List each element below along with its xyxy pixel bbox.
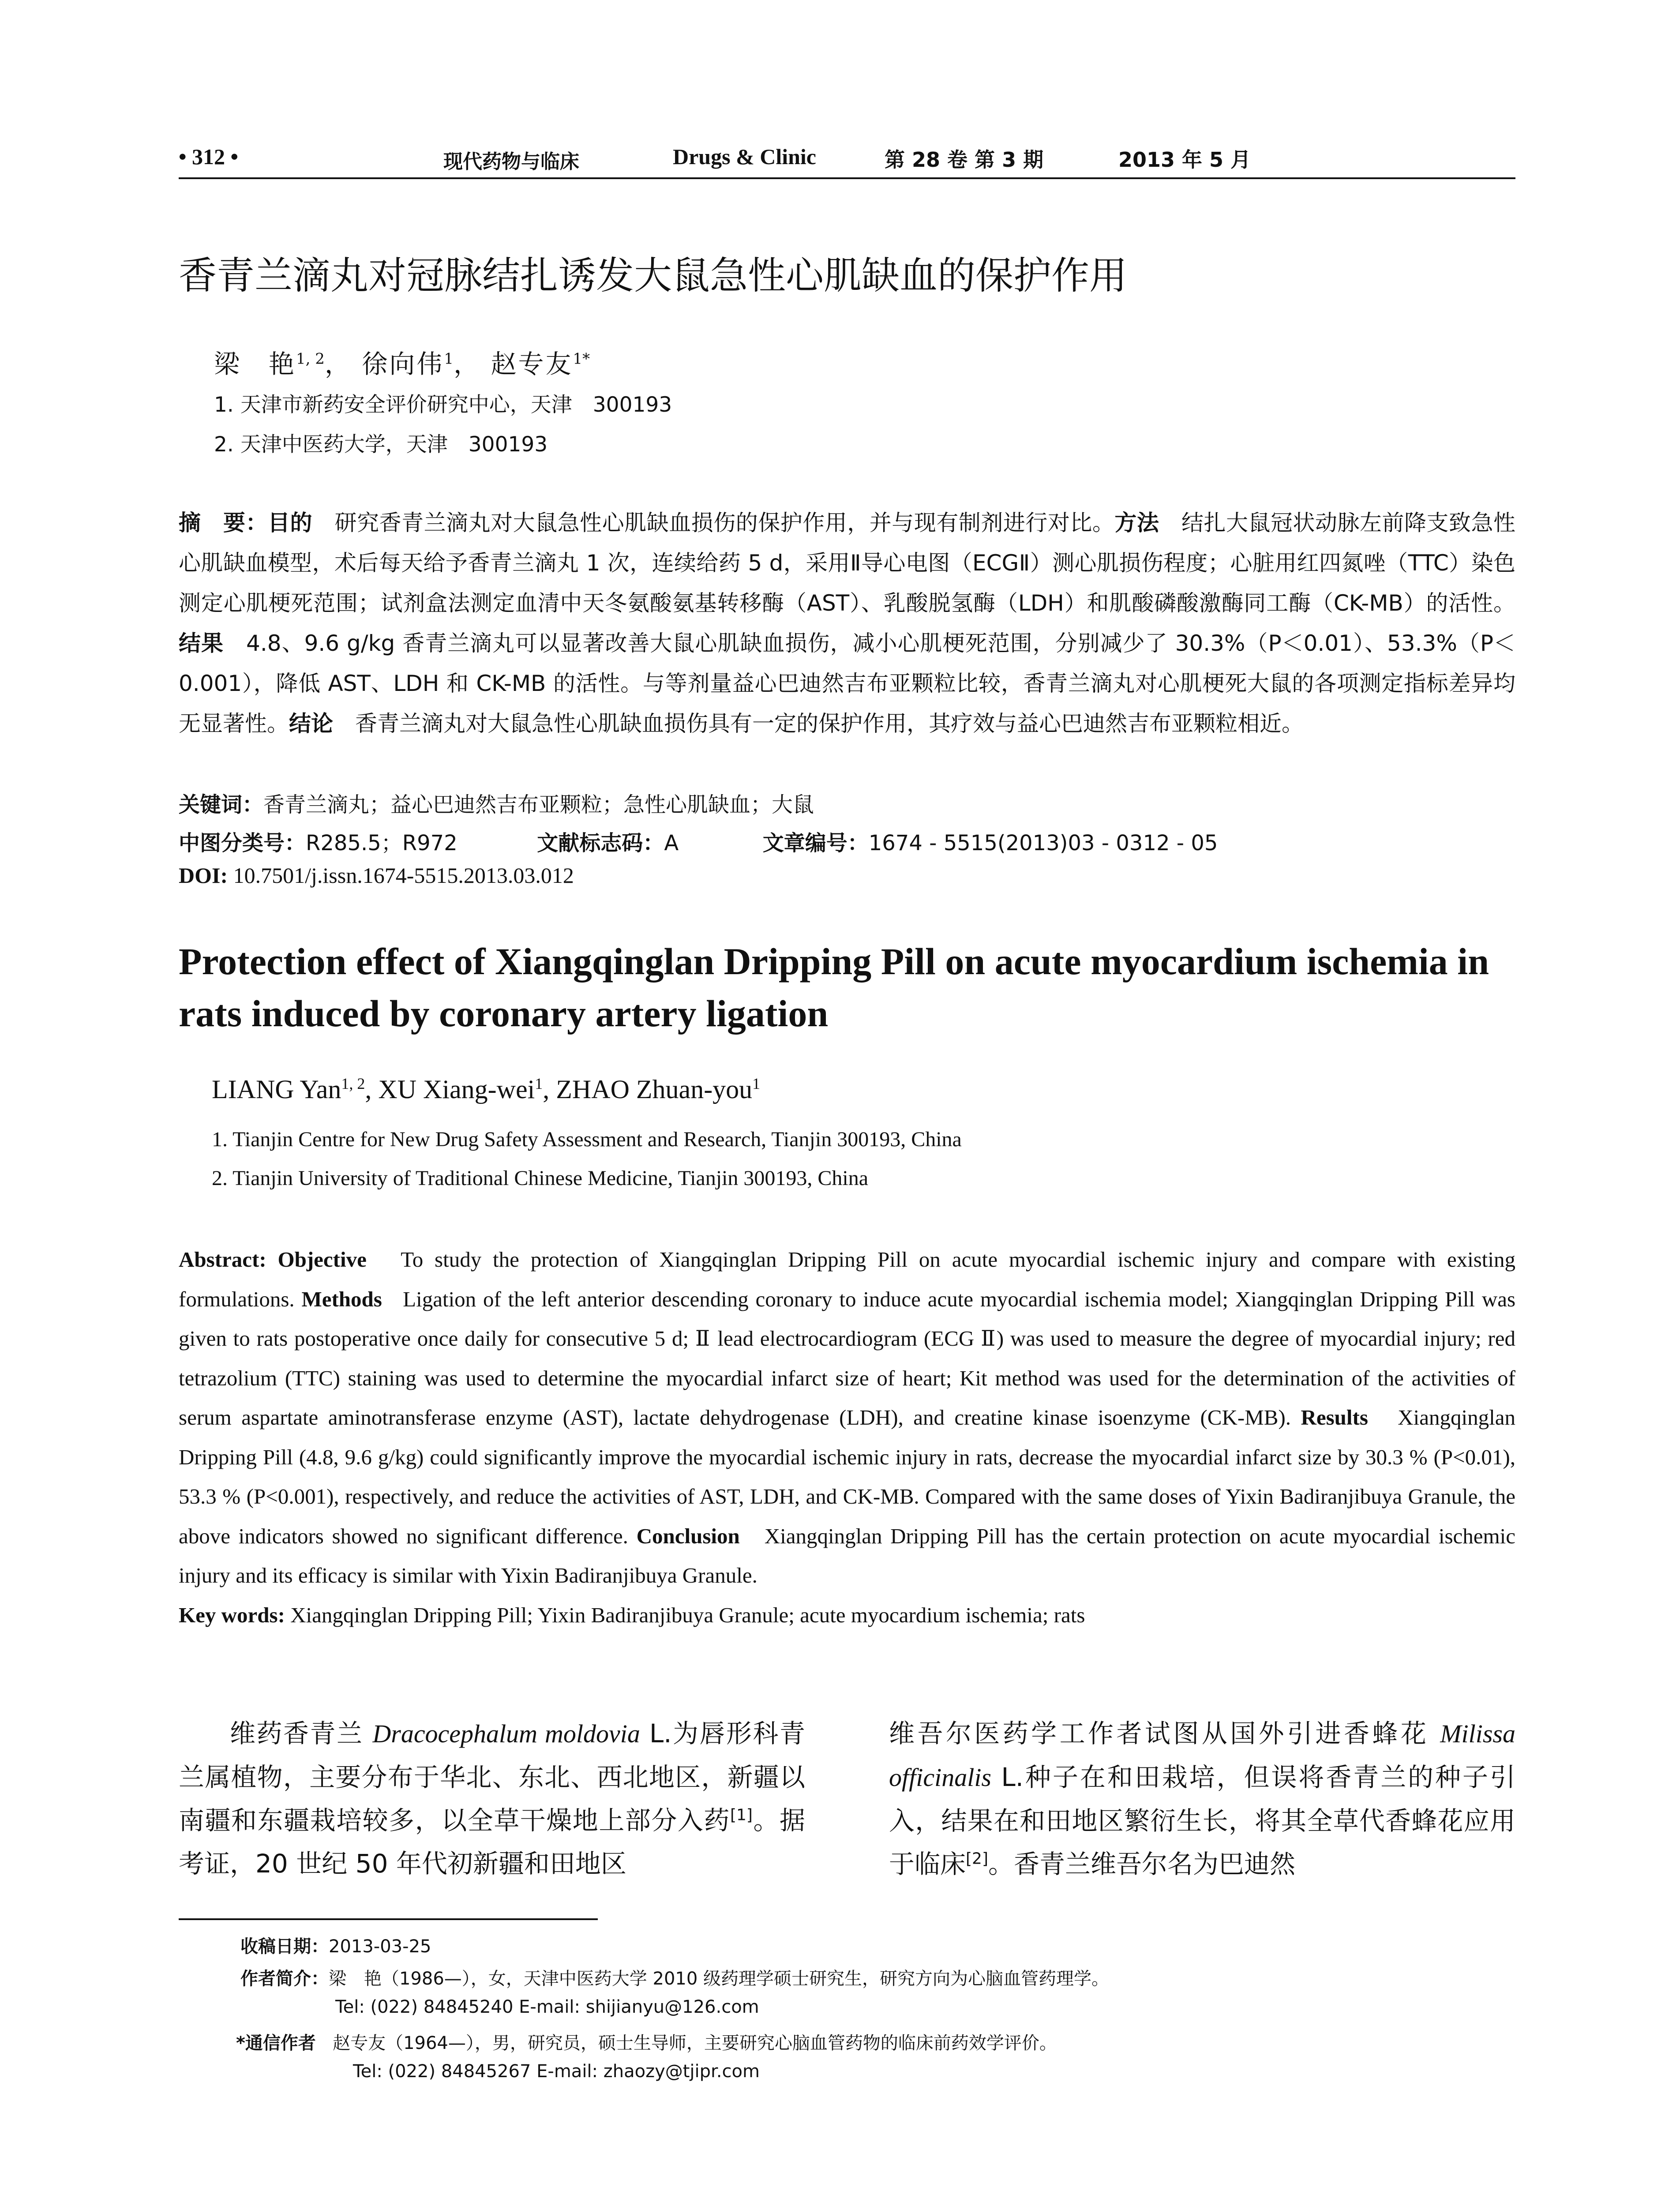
- corresponding-text: 赵专友（1964—），男，研究员，硕士生导师，主要研究心脑血管药物的临床前药效学评价。: [333, 2033, 1057, 2053]
- author-sep: ，: [324, 349, 352, 379]
- running-header: [179, 140, 1515, 176]
- author-bio: [240, 1965, 1109, 1990]
- affiliation-cn-2: 2. 天津中医药大学，天津 300193: [214, 432, 548, 457]
- clc-value: R285.5；R972: [306, 831, 458, 855]
- doi-line: [179, 863, 574, 888]
- journal-name-en: Drugs & Clinic: [673, 144, 816, 169]
- body-text: 维药香青兰: [230, 1718, 373, 1748]
- methods-label-en: Methods: [301, 1287, 382, 1311]
- methods-cn: 结扎大鼠冠状动脉左前降支致急性心肌缺血模型，术后每天给予香青兰滴丸 1 次，连续给药 5 d，采用Ⅱ导心电图（ECGⅡ）测心肌损伤程度；心脏用红四氮唑（TTC）染色测定心肌梗死范围；试剂盒法测定血清中天冬氨酸氨基转移酶（AST）、乳酸脱氢酶（LDH）和肌酸磷酸激酶同工酶（CK-MB）的活性。: [179, 510, 1516, 616]
- body-text: 。香青兰维吾尔名为巴迪然: [988, 1849, 1296, 1879]
- author-sep: ,: [543, 1075, 556, 1104]
- objective-en: To study the protection of Xiangqinglan Dripping Pill on acute myocardial ischemic injury and compare with existing formulations.: [179, 1247, 1515, 1311]
- classification-line: [179, 826, 1218, 856]
- keywords-cn: [179, 788, 814, 818]
- author-en: ZHAO Zhuan-you: [556, 1075, 753, 1104]
- affiliation-en-1: 1. Tianjin Centre for New Drug Safety Assessment and Research, Tianjin 300193, China: [212, 1128, 962, 1151]
- body-text: 维吾尔医药学工作者试图从国外引进香蜂花: [889, 1718, 1440, 1748]
- body-text: 。据考证，20 世纪 50 年代初新疆和田地区: [179, 1805, 805, 1879]
- volume-issue: 第 28 卷 第 3 期: [885, 148, 1044, 172]
- received-date: [240, 1932, 431, 1958]
- abstract-en-label: Abstract:: [179, 1247, 266, 1272]
- doi-label: DOI:: [179, 863, 228, 888]
- species-name: Dracocephalum moldovia: [372, 1719, 640, 1748]
- body-column-left: [179, 1712, 805, 1885]
- author-en: LIANG Yan: [212, 1075, 341, 1104]
- abstract-cn-label: 摘 要：: [179, 510, 268, 536]
- title-cn: 香青兰滴丸对冠脉结扎诱发大鼠急性心肌缺血的保护作用: [179, 254, 1127, 298]
- objective-cn: 研究香青兰滴丸对大鼠急性心肌缺血损伤的保护作用，并与现有制剂进行对比。: [334, 510, 1115, 536]
- corresponding-contact: Tel: (022) 84845267 E-mail: zhaozy@tjipr.com: [353, 2061, 760, 2082]
- received-label: 收稿日期：: [240, 1936, 329, 1957]
- methods-label-cn: 方法: [1114, 510, 1159, 536]
- author-en: XU Xiang-wei: [378, 1075, 535, 1104]
- conclusion-cn: 香青兰滴丸对大鼠急性心肌缺血损伤具有一定的保护作用，其疗效与益心巴迪然吉布亚颗粒相近。: [355, 711, 1304, 736]
- authors-en: [212, 1074, 760, 1105]
- corresponding-label: *通信作者: [236, 2033, 316, 2053]
- citation-ref: [1]: [730, 1806, 753, 1824]
- author-sup: 1: [535, 1075, 543, 1092]
- author-sep: ,: [365, 1075, 379, 1104]
- author-bio-label: 作者简介：: [240, 1969, 329, 1989]
- title-en: Protection effect of Xiangqinglan Dripping Pill on acute myocardium ischemia in rats induced by coronary artery ligation: [179, 940, 1489, 1035]
- abstract-cn: [179, 503, 1515, 744]
- issue-date: 2013 年 5 月: [1118, 148, 1251, 172]
- methods-en: Ligation of the left anterior descending coronary to induce acute myocardial ischemia model; Xiangqinglan Dripping Pill was given to rats postoperative once daily for consecutive 5 d; Ⅱ lead electrocardiogram (ECG Ⅱ) was used to measure the degree of myocardial injury; red tetrazolium (TTC) staining was used to determine the myocardial infarct size of heart; Kit method was used for the determination of the activities of serum aspartate aminotransferase enzyme (AST), lactate dehydrogenase (LDH), and creatine kinase isoenzyme (CK-MB).: [179, 1287, 1516, 1429]
- doi-value: 10.7501/j.issn.1674-5515.2013.03.012: [233, 863, 574, 888]
- author-contact: Tel: (022) 84845240 E-mail: shijianyu@126.com: [335, 1997, 759, 2017]
- doc-code-label: 文献标志码：: [537, 831, 664, 855]
- author-bio-text: 梁 艳（1986—），女，天津中医药大学 2010 级药理学硕士研究生，研究方向为心脑血管药理学。: [329, 1969, 1110, 1989]
- corresponding-author: [236, 2029, 1057, 2054]
- author-cn: 徐向伟: [362, 349, 444, 379]
- conclusion-label-cn: 结论: [289, 711, 333, 736]
- author-cn: 赵专友: [491, 349, 573, 379]
- body-text: L.种子在和田栽培，但误将香青兰的种子引入，结果在和田地区繁衍生长，将其全草代香蜂花应用于临床: [889, 1762, 1515, 1879]
- received-value: 2013-03-25: [329, 1936, 431, 1957]
- species-name: Milissa officinalis: [889, 1719, 1515, 1792]
- author-sup: 1: [752, 1075, 761, 1092]
- keywords-en: [179, 1595, 1515, 1635]
- header-rule: [179, 177, 1515, 179]
- results-label-en: Results: [1301, 1405, 1368, 1429]
- author-sup: 1, 2: [296, 350, 325, 368]
- author-sup: 1*: [573, 350, 590, 368]
- affiliation-en-2: 2. Tianjin University of Traditional Chinese Medicine, Tianjin 300193, China: [212, 1167, 869, 1190]
- objective-label-cn: 目的: [268, 510, 313, 536]
- keywords-cn-text: 香青兰滴丸；益心巴迪然吉布亚颗粒；急性心肌缺血；大鼠: [263, 792, 814, 817]
- conclusion-en: Xiangqinglan Dripping Pill has the certain protection on acute myocardial ischemic injury and its efficacy is similar with Yixin Badiranjibuya Granule.: [179, 1523, 1516, 1587]
- author-sep: ，: [454, 349, 481, 379]
- body-text: L.为唇形科青兰属植物，主要分布于华北、东北、西北地区，新疆以南疆和东疆栽培较多，以全草干燥地上部分入药: [179, 1718, 805, 1835]
- citation-ref: [2]: [966, 1850, 989, 1868]
- page-number: • 312 •: [179, 144, 239, 169]
- abstract-en: [179, 1240, 1515, 1635]
- keywords-en-label: Key words:: [179, 1602, 285, 1627]
- author-sup: 1, 2: [341, 1075, 365, 1092]
- objective-label-en: Objective: [278, 1247, 367, 1272]
- conclusion-label-en: Conclusion: [636, 1523, 740, 1548]
- results-cn: 4.8、9.6 g/kg 香青兰滴丸可以显著改善大鼠心肌缺血损伤，减小心肌梗死范围，分别减少了 30.3%（P＜0.01）、53.3%（P＜0.001），降低 AST、LDH 和 CK-MB 的活性。与等剂量益心巴迪然吉布亚颗粒比较，香青兰滴丸对心肌梗死大鼠的各项测定指标差异均无显著性。: [179, 630, 1516, 736]
- body-column-right: [889, 1712, 1515, 1886]
- author-sup: 1: [444, 350, 454, 368]
- affiliation-cn-1: 1. 天津市新药安全评价研究中心，天津 300193: [214, 393, 672, 417]
- journal-name-cn: 现代药物与临床: [443, 150, 579, 173]
- results-en: Xiangqinglan Dripping Pill (4.8, 9.6 g/kg) could significantly improve the myocardial ischemic injury in rats, decrease the myocardial infarct size by 30.3 % (P<0.01), 53.3 % (P<0.001), respectively, and reduce the activities of AST, LDH, and CK-MB. Compared with the same doses of Yixin Badiranjibuya Granule, the above indicators showed no significant difference.: [179, 1405, 1516, 1548]
- clc-label: 中图分类号：: [179, 831, 306, 855]
- keywords-cn-label: 关键词：: [179, 792, 264, 817]
- results-label-cn: 结果: [179, 630, 224, 656]
- authors-cn: [214, 343, 590, 380]
- article-no-value: 1674 - 5515(2013)03 - 0312 - 05: [868, 831, 1218, 855]
- keywords-en-text: Xiangqinglan Dripping Pill; Yixin Badiranjibuya Granule; acute myocardium ischemia; rats: [290, 1602, 1085, 1627]
- author-cn: 梁 艳: [214, 349, 296, 379]
- doc-code-value: A: [664, 831, 679, 855]
- footnote-rule: [179, 1918, 598, 1920]
- article-no-label: 文章编号：: [762, 831, 869, 855]
